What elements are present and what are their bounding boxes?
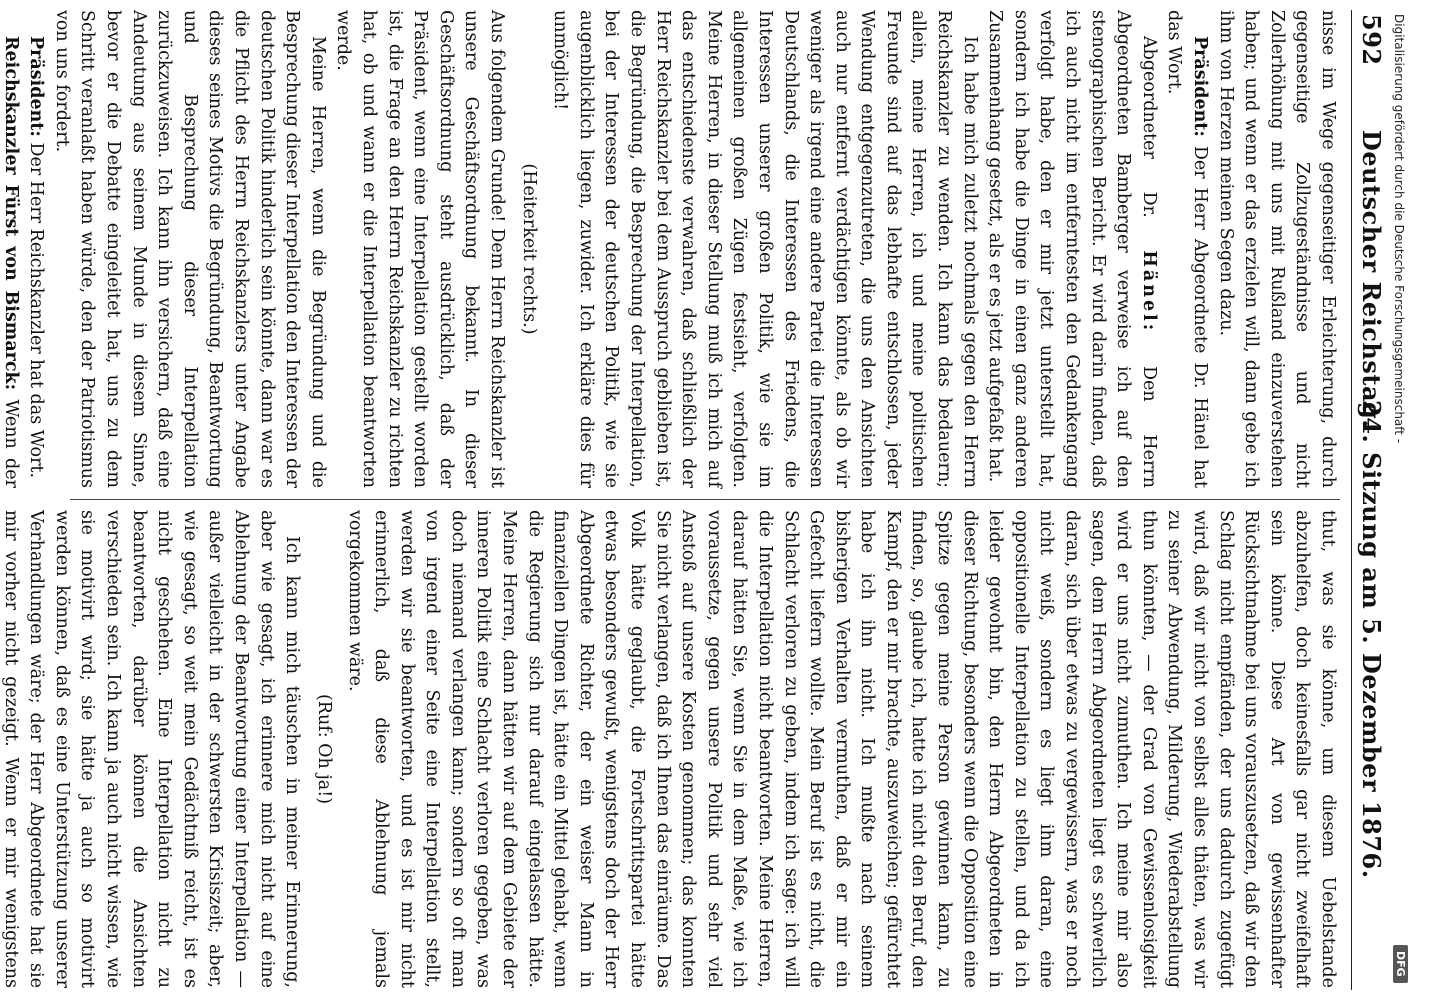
column-divider xyxy=(70,499,1340,500)
running-head xyxy=(1352,10,1392,990)
speech-text: Der Herr Reichskanzler hat das Wort. xyxy=(26,142,47,479)
header-rule xyxy=(1351,10,1352,990)
paragraph xyxy=(982,10,1161,488)
interjection: (Heiterkeit rechts.) xyxy=(518,163,539,335)
speech-text: Der Herr Abgeordnete Dr. Hänel hat das Wort. xyxy=(1164,10,1211,488)
left-column xyxy=(0,10,1340,488)
rotated-print-page xyxy=(0,10,1392,990)
paragraph: Aus folgendem Grunde! Dem Herrn Reichskanzler ist unsere Geschäftsordnung bekannt. In dieser Geschäftsordnung steht ausdrücklich, daß der Präsident, wenn eine Interpellation gestellt worden ist, die Frage an den Herrn Reichskanzler zu richten hat, ob und wann er die Interpellation beantworten werde. xyxy=(333,10,507,488)
digitisation-notice xyxy=(1390,10,1408,990)
publication-title: Deutscher Reichstag. xyxy=(1357,130,1386,429)
right-column xyxy=(0,510,1340,988)
dfg-logo: DFG xyxy=(1393,945,1408,983)
speech-text: Wenn der xyxy=(0,399,21,488)
speaker-prefix: Abgeordneter Dr. xyxy=(1138,36,1159,218)
page-number: 592 xyxy=(1357,14,1386,66)
funding-text: Digitalisierung gefördert durch die Deutsche Forschungsgemeinschaft - xyxy=(1392,14,1406,444)
paragraph xyxy=(1161,10,1212,488)
paragraph: thut, was sie könne, um diesem Uebelstande abzuhelfen, doch keinesfalls gar nicht zweifelhaft sein könne. Diese Art von gewissenhafter Rücksichtnahme bei uns vorauszusetzen, daß wir den Schlag nicht empfänden, der uns dadurch zugefügt wird, daß wir nicht von selbst alles thäten, was wir zu seiner Abwendung, Milderung, Wiederabstellung thun könnten, — der Grad von Gewissenlosigkeit wird er uns nicht zumuthen. Ich meine mir also sagen, dem Herrn Abgeordneten liegt es schwerlich daran, sich über etwas zu vergewissern, was er noch nicht weiß, sondern es liegt ihm daran, eine oppositionelle Interpellation zu stellen, und da ich leider gewohnt bin, den Herrn Abgeordneten in dieser Richtung, besonders wenn die Opposition eine Spitze gegen meine Person gewinnen kann, zu finden, so, glaube ich, hatte ich nicht den Beruf, den Kampf, den er mir brachte, auszuweichen; gefürchtet habe ich ihn nicht. Ich mußte nach seinem bisherigen Verhalten vermuthen, daß er mir ein Gefecht liefern wollte. Mein Beruf ist es nicht, die Schlacht verloren zu geben, indem ich sage: ich will die Interpellation nicht beantworten. Meine Herren, darauf hätten Sie, wenn Sie in dem Maße, wie ich voraussetze, gegen unsere Politik und sehr viel Anstoß auf unsere Kosten genommen; das konnten Sie nicht verlangen, daß ich Ihnen das einräume. Das Volk hätte geglaubt, die Fortschrittspartei hätte etwas besonders gewußt, wenigstens doch der Herr Abgeordnete Richter, der ein weiser Mann in finanziellen Dingen ist, hätte ein Mittel gehabt, wenn die Regierung sich nur darauf eingelassen hätte. Meine Herren, dann hätten wir auf dem Gebiete der inneren Politik eine Schlacht verloren gegeben, was doch niemand verlangen kann; sondern so oft man von irgend einer Seite eine Interpellation stellt, werden wir sie beantworten, und es ist mir nicht erinnerlich, daß diese Ablehnung jemals vorgekommen wäre. xyxy=(345,510,1338,988)
session-title: 24. Sitzung am 5. Dezember 1876. xyxy=(1357,400,1386,879)
paragraph: Ich habe mich zuletzt nochmals gegen den Herrn Reichskanzler zu wenden. Ich kann das bedauern; allein, meine Herren, ich und meine politischen Freunde sind auf das lebhafte entschlossen, jeder Wendung entgegenzutreten, die uns den Ansichten auch nur entfernt verdächtigen könnte, als ob wir weniger als irgend eine andere Partei die Interessen Deutschlands, die Interessen des Friedens, die Interessen unserer großen Politik, wie sie im allgemeinen großen Zügen festsieht, verfolgten. Meine Herren, in dieser Stellung muß ich mich auf das entschiedenste verwahren, daß schließlich der Herr Reichskanzler bei dem Ausspruch geblieben ist, die Begründung, die Besprechung der Interpellation, bei der Interessen der deutschen Politik, wie sie augenblicklich liegen, zuwider. Ich erkläre dies für unmöglich! xyxy=(550,10,980,488)
speaker-name: Präsident: xyxy=(1190,36,1211,137)
speech-text: Den Herrn Abgeordneten Bamberger verweise ich auf den stenographischen Bericht. Er wird darin finden, daß ich auch nicht im entferntesten den Gedankengang verfolgt habe, den er mir jetzt unterstellt hat, sondern ich habe die Dinge in einen ganz anderen Zusammenhang gesetzt, als er es jetzt aufgefaßt hat. xyxy=(985,10,1159,488)
speaker-name: Hänel: xyxy=(1138,250,1159,334)
speaker-name: Reichskanzler Fürst von Bismarck: xyxy=(0,36,21,391)
paragraph: Meine Herren, wenn die Begründung und die Besprechung dieser Interpellation den Interessen der deutschen Politik hinderlich sein könnte, dann war es die Pflicht des Herrn Reichskanzlers unter Angabe dieses seines Motivs die Begründung, Beantwortung und Besprechung dieser Interpellation zurückzuweisen. Ich kann ihn versichern, daß eine Andeutung aus seinem Munde in diesem Sinne, bevor er die Debatte eingeleitet hat, uns zu dem Schritt veranlaßt haben würde, den der Patriotismus von uns fordert. xyxy=(51,10,328,488)
paragraph xyxy=(23,10,49,488)
interjection: (Ruf: Oh ja!) xyxy=(313,693,334,805)
paragraph: nisse im Wege gegenseitiger Erleichterung, durch gegenseitige Zollzugeständnisse und nicht Zollerhöhung mit uns mit Rußland einzuverstehen haben; und wenn er das erzielen will, dann gebe ich ihm von Herzen meinen Segen dazu. xyxy=(1215,10,1338,488)
paragraph: Ich kann mich täuschen in meiner Erinnerung, aber wie gesagt, ich erinnere mich nicht auf eine Ablehnung der Beantwortung einer Interpellation — außer vielleicht in der schwersten Krisiszeit; aber, wie gesagt, so weit mein Gedächtniß reicht, ist es nicht geschehen. Eine Interpellation nicht zu beantworten, darüber können die Ansichten verschieden sein. Ich kann ja auch nicht wissen, wie sie motivirt wird; sie hätte ja auch so motivirt werden können, daß es eine Unterstützung unserer Verhandlungen wäre; der Herr Abgeordnete hat sie mir vorher nicht gezeigt. Wenn er mir wenigstens xyxy=(0,510,303,988)
speaker-name: Präsident: xyxy=(26,36,47,137)
paragraph xyxy=(0,10,23,488)
